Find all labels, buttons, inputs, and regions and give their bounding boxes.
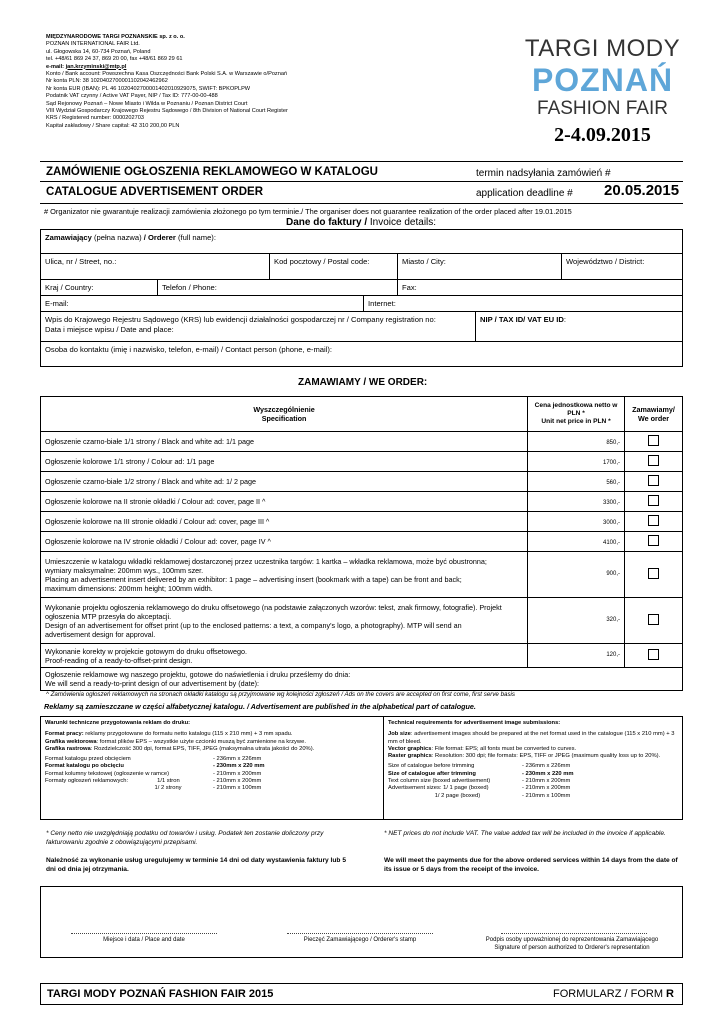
nip-field[interactable]: NIP / TAX ID/ VAT EU ID:: [476, 312, 682, 342]
deadline-date: 20.05.2015: [604, 182, 680, 199]
order-heading: ZAMAWIAMY / WE ORDER:: [298, 377, 428, 388]
company-email-line: [46, 64, 376, 71]
divider: [383, 717, 384, 819]
signature-box: [40, 886, 683, 958]
signature-line: [501, 933, 647, 934]
order-table: [40, 396, 683, 691]
bank-line: Konto / Bank account: Powszechna Kasa Oszczędności Bank Polski S.A. w Warszawie o/Poznań: [46, 71, 288, 78]
company-email-link[interactable]: jan.krzyminski@mtp.pl: [65, 63, 127, 70]
item-label: Ogłoszenie kolorowe na IV stronie okładki / Colour ad: cover, page IV ^: [41, 532, 528, 552]
title-pl: ZAMÓWIENIE OGŁOSZENIA REKLAMOWEGO W KATALOGU: [46, 166, 378, 178]
tech-pl: Warunki techniczne przygotowania reklam do druku: Format pracy: reklamy przygotowane do formatu netto katalogu (115 x 210 mm) + 3 mm spadu. Grafika wektorowa: format plików EPS – wszystkie użyte czcionki muszą być zamienione na krzywe. Grafika rastrowa: Rozdzielczość 300 dpi, format EPS, TIFF, JPEG (maksymalna utrata jakości do 20%). Format katalogu przed obcięciem - 236mm x 226mm Format katalogu po obcięciu - 230mm x 220 mm Format kolumny tekstowej (ogłoszenie w ramce) - 210mm x 200mm Formaty ogłoszeń reklamowych: 1/1 stron - 210mm x 200mm 1/ 2 strony - 210mm x 100mm: [45, 720, 315, 792]
order-row-correction: [41, 644, 683, 668]
order-row: [41, 472, 683, 492]
item-price: 120,-: [528, 644, 625, 668]
contact-field[interactable]: Osoba do kontaktu (imię i nazwisko, telefon, e-mail) / Contact person (phone, e-mail):: [45, 345, 333, 354]
item-price: 850,-: [528, 432, 625, 452]
bank-line: Podatnik VAT czynny / Active VAT Payer, NIP / Tax ID: 777-00-00-488: [46, 93, 218, 100]
technical-requirements: [40, 716, 683, 820]
order-row: [41, 512, 683, 532]
item-price: 3000,-: [528, 512, 625, 532]
email-field[interactable]: E-mail:: [41, 296, 364, 312]
stamp-label: Pieczęć Zamawiającego / Orderer's stamp: [303, 937, 417, 943]
item-price: 560,-: [528, 472, 625, 492]
street-field[interactable]: Ulica, nr / Street, no.:: [41, 254, 270, 280]
orderer-field[interactable]: Zamawiający (pełna nazwa) / Orderer (full name):: [41, 230, 682, 254]
internet-field[interactable]: Internet:: [364, 296, 682, 312]
country-field[interactable]: Kraj / Country:: [41, 280, 158, 296]
signature-line: [287, 933, 433, 934]
order-checkbox[interactable]: [648, 435, 659, 446]
divider: [40, 203, 683, 204]
invoice-heading: [286, 217, 436, 228]
order-checkbox[interactable]: [648, 535, 659, 546]
order-checkbox[interactable]: [648, 515, 659, 526]
footer-title: TARGI MODY POZNAŃ FASHION FAIR 2015: [47, 988, 274, 1000]
bank-line: KRS / Registered number: 0000202703: [46, 115, 144, 122]
deadline-pl: termin nadsyłania zamówień #: [476, 168, 611, 179]
logo-line3: FASHION FAIR: [537, 98, 668, 119]
company-info: [46, 34, 376, 130]
vat-note-en: * NET prices do not include VAT. The value added tax will be included in the invoice if applicable.: [384, 830, 666, 837]
form-footer: [40, 983, 683, 1005]
fax-field[interactable]: Fax:: [398, 280, 682, 296]
order-row: [41, 532, 683, 552]
ready-date-field[interactable]: Ogłoszenie reklamowe wg naszego projektu, gotowe do naświetlenia i druku prześlemy do dnia: We will send a ready-to-print design of our advertisement by (date):: [41, 668, 683, 691]
company-line: POZNAŃ INTERNATIONAL FAIR Ltd.: [46, 41, 140, 48]
signature-line: [71, 933, 217, 934]
order-row: [41, 432, 683, 452]
design-description: Wykonanie projektu ogłoszenia reklamowego do druku offsetowego (na podstawie załączonych wzorów: tekst, znak firmowy, fotografie). Projekt ogłoszenia MTP przesyła do akceptacji. Design of an advertisement for offset print (up to the enclosed patterns: a text, a company's logo, a photography). MTP will send an advertisement design for approval.: [41, 598, 528, 644]
bank-line: VIII Wydział Gospodarczy Krajowego Rejestru Sądowego / 8th Division of National Court Register: [46, 108, 288, 115]
title-en: CATALOGUE ADVERTISEMENT ORDER: [46, 186, 264, 198]
correction-description: Wykonanie korekty w projekcie gotowym do druku offsetowego. Proof-reading of a ready-to-offset-print design.: [41, 644, 528, 668]
invoice-en: Invoice details:: [369, 217, 437, 228]
item-label: Ogłoszenie kolorowe 1/1 strony / Colour ad: 1/1 page: [41, 452, 528, 472]
bank-line: Sąd Rejonowy Poznań – Nowe Miasto i Wilda w Poznaniu / Poznan District Court: [46, 100, 248, 107]
divider: [40, 161, 683, 162]
item-label: Ogłoszenie kolorowe na II stronie okładki / Colour ad: cover, page II ^: [41, 492, 528, 512]
deadline-en: application deadline #: [476, 188, 573, 199]
logo-line1: TARGI MODY: [524, 35, 681, 62]
item-label: Ogłoszenie czarno-białe 1/2 strony / Black and white ad: 1/ 2 page: [41, 472, 528, 492]
item-price: 900,-: [528, 552, 625, 598]
fair-logo: [520, 36, 685, 150]
order-row: [41, 492, 683, 512]
order-row: [41, 452, 683, 472]
organizer-note: # Organizator nie gwarantuje realizacji zamówienia złożonego po tym terminie./ The organiser does not guarantee realization of the order placed after 19.01.2015: [44, 207, 572, 216]
company-name: MIĘDZYNARODOWE TARGI POZNAŃSKIE sp. z o. o.: [46, 34, 185, 40]
order-row-design: [41, 598, 683, 644]
logo-line2: POZNAŃ: [531, 62, 674, 98]
item-label: Ogłoszenie czarno-białe 1/1 strony / Black and white ad: 1/1 page: [41, 432, 528, 452]
payment-note-pl: Należność za wykonanie usług uregulujemy w terminie 14 dni od daty wystawienia faktury lub 5 dni od dnia jej otrzymania.: [46, 857, 346, 873]
tech-en: Technical requirements for advertisement image submissions: Job size: advertisement images should be prepared at the net format used in the catalogue (115 x 210 mm) + 3 mm of bleed. Vector graphics: File format: EPS; all fonts must be converted to curves. Raster graphics: Resolution: 300 dpi; file formats: EPS, TIFF or JPEG (maximum quality loss up to 20%). Size of catalogue before trimming - 236mm x 226mm Size of catalogue after trimming - 230mm x 220 mm Text column size (boxed advertisement) - 210mm x 200mm Advertisement sizes: 1/ 1 page (boxed) - 210mm x 200mm 1/ 2 page (boxed) - 210mm x 100mm: [388, 720, 675, 799]
order-checkbox[interactable]: [648, 495, 659, 506]
province-field[interactable]: Województwo / District:: [562, 254, 682, 280]
order-checkbox[interactable]: [648, 649, 659, 660]
postal-field[interactable]: Kod pocztowy / Postal code:: [270, 254, 398, 280]
order-table-header: [41, 397, 683, 432]
payment-note-en: We will meet the payments due for the above ordered services within 14 days from the date of its issue or 5 days from the receipt of the invoice.: [384, 857, 678, 873]
city-field[interactable]: Miasto / City:: [398, 254, 562, 280]
krs-field[interactable]: Wpis do Krajowego Rejestru Sądowego (KRS) lub ewidencji działalności gospodarczej nr / Company registration no: Data i miejsce wpisu / Date and place:: [41, 312, 476, 342]
order-checkbox[interactable]: [648, 568, 659, 579]
vat-note-pl: * Ceny netto nie uwzględniają podatku od towarów i usług. Podatek ten zostanie doliczony przy fakturowaniu zgodnie z obowiązującymi przepisami.: [46, 830, 324, 846]
email-label: e-mail:: [46, 63, 66, 70]
alpha-note: Reklamy są zamieszczane w części alfabetycznej katalogu. / Advertisement are published in the alphabetical part of catalogue.: [44, 702, 476, 711]
item-price: 1700,-: [528, 452, 625, 472]
item-price: 320,-: [528, 598, 625, 644]
footer-form: FORMULARZ / FORM R: [552, 988, 674, 1000]
item-price: 3300,-: [528, 492, 625, 512]
insert-description: Umieszczenie w katalogu wkładki reklamowej dostarczonej przez uczestnika targów: 1 kartka – wkładka reklamowa, może być obustronna; wymiary maksymalne: 200mm wys., 100mm szer. Placing an advertisement insert delivered by an exhibitor: 1 page – advertising insert (bookmark with a tape) can be front and back; maximum dimensions: 200mm height; 100mm width.: [41, 552, 528, 598]
bank-line: Nr konta EUR (IBAN): PL 46 1020402700001402010929075, SWIFT: BPKOPLPW: [46, 85, 251, 92]
company-line: ul. Głogowska 14, 60-734 Poznań, Poland: [46, 48, 151, 55]
col-order: Zamawiamy/ We order: [625, 397, 683, 432]
fair-dates: 2-4.09.2015: [554, 124, 651, 146]
bank-line: Kapitał zakładowy / Share capital: 42 310 200,00 PLN: [46, 122, 180, 129]
order-checkbox[interactable]: [648, 614, 659, 625]
invoice-pl: Dane do faktury /: [286, 217, 370, 228]
item-price: 4100,-: [528, 532, 625, 552]
order-checkbox[interactable]: [648, 455, 659, 466]
company-line: tel. +48/61 869 24 37, 869 20 00, fax +48/61 869 29 61: [46, 56, 183, 63]
item-label: Ogłoszenie kolorowe na III stronie okładki / Colour ad: cover, page III ^: [41, 512, 528, 532]
divider: [40, 181, 683, 182]
order-checkbox[interactable]: [648, 475, 659, 486]
place-date-label: Miejsce i data / Place and date: [103, 937, 185, 943]
invoice-form: [40, 229, 683, 367]
order-row-ready: [41, 668, 683, 691]
col-spec: Wyszczególnienie Specification: [41, 397, 528, 432]
bank-line: Nr konta PLN: 38 1020402700001102042462962: [46, 78, 168, 85]
signature-label: Podpis osoby upoważnionej do reprezentowania Zamawiającego Signature of person authorized to Orderer's representation: [485, 937, 659, 951]
cover-note: ^ Zamówienia ogłoszeń reklamowych na stronach okładki katalogu są przyjmowane wg kolejności zgłoszeń / Ads on the covers are accepted on first come, first serve basis: [46, 691, 516, 698]
order-row-insert: [41, 552, 683, 598]
phone-field[interactable]: Telefon / Phone:: [158, 280, 398, 296]
col-price: Cena jednostkowa netto w PLN * Unit net price in PLN *: [528, 397, 625, 432]
